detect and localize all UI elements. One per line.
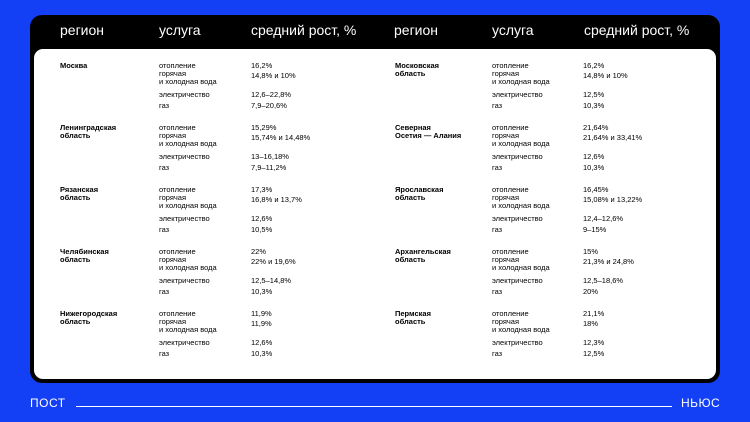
growth-value: 16,2%: [583, 61, 605, 70]
growth-value: 11,9%: [251, 319, 272, 328]
service-label-line: горячая: [159, 193, 187, 202]
growth-value: 12,6%: [583, 152, 605, 161]
service-label-line: и холодная вода: [159, 263, 217, 272]
region-name-line: Пермская: [395, 309, 431, 318]
growth-value: 12,6–22,8%: [251, 90, 292, 99]
service-label: [492, 194, 550, 210]
service-label-line: отопление: [492, 309, 529, 318]
service-label-line: и холодная вода: [159, 139, 217, 148]
service-label-line: газ: [492, 163, 503, 172]
header-region-left: регион: [60, 22, 105, 38]
growth-value: 21,3% и 24,8%: [583, 257, 634, 266]
growth-value: 10,3%: [251, 287, 273, 296]
growth-value: 10,5%: [251, 225, 273, 234]
region-name-line: Ярославская: [395, 185, 444, 194]
service-label: [492, 350, 502, 358]
region-name: [395, 248, 451, 264]
service-label: [159, 215, 210, 223]
growth-value: 22%: [251, 247, 267, 256]
growth-value: 15,74% и 14,48%: [251, 133, 311, 142]
growth-value: 16,45%: [583, 185, 609, 194]
service-label-line: отопление: [159, 309, 196, 318]
region-name: [60, 62, 87, 70]
service-label-line: отопление: [492, 247, 529, 256]
service-label-line: электричество: [492, 338, 543, 347]
service-label-line: отопление: [159, 123, 196, 132]
growth-value: 21,64%: [583, 123, 609, 132]
header-service-right: услуга: [492, 22, 534, 38]
growth-value: 13–16,18%: [251, 152, 289, 161]
service-label-line: горячая: [492, 69, 520, 78]
service-label-line: газ: [159, 287, 170, 296]
service-label-line: электричество: [492, 214, 543, 223]
region-name-line: область: [395, 69, 426, 78]
region-name-line: область: [60, 317, 91, 326]
service-label: [492, 215, 543, 223]
region-name: [60, 310, 117, 326]
service-label-line: электричество: [492, 90, 543, 99]
service-label: [492, 277, 543, 285]
growth-value: 10,3%: [583, 163, 605, 172]
service-label-line: газ: [159, 225, 170, 234]
region-name-line: область: [60, 193, 91, 202]
service-label-line: и холодная вода: [492, 263, 550, 272]
growth-value: 12,5–18,6%: [583, 276, 624, 285]
region-name: [60, 124, 116, 140]
growth-value: 12,4–12,6%: [583, 214, 624, 223]
growth-value: 20%: [583, 287, 599, 296]
service-label: [159, 132, 217, 148]
service-label-line: электричество: [492, 152, 543, 161]
growth-value: 15,29%: [251, 123, 277, 132]
service-label-line: и холодная вода: [492, 77, 550, 86]
growth-value: 17,3%: [251, 185, 273, 194]
service-label: [159, 102, 169, 110]
region-name-line: Челябинская: [60, 247, 109, 256]
header-growth-right: средний рост, %: [584, 22, 690, 38]
service-label-line: горячая: [159, 255, 187, 264]
service-label: [159, 350, 169, 358]
service-label: [159, 91, 210, 99]
service-label-line: и холодная вода: [492, 201, 550, 210]
region-name-line: Нижегородская: [60, 309, 118, 318]
growth-value: 18%: [583, 319, 599, 328]
region-name-line: область: [395, 255, 426, 264]
region-name-line: Осетия — Алания: [395, 131, 462, 140]
service-label-line: электричество: [492, 276, 543, 285]
footer-divider: [76, 406, 672, 407]
header-growth-left: средний рост, %: [251, 22, 357, 38]
service-label-line: газ: [492, 101, 503, 110]
service-label-line: отопление: [492, 123, 529, 132]
growth-value: 21,1%: [583, 309, 605, 318]
service-label: [159, 70, 217, 86]
region-name-line: Рязанская: [60, 185, 99, 194]
service-label-line: отопление: [159, 247, 196, 256]
service-label: [159, 226, 169, 234]
region-name: [395, 310, 431, 326]
service-label-line: электричество: [159, 338, 210, 347]
service-label: [492, 318, 550, 334]
service-label: [492, 70, 550, 86]
service-label: [159, 256, 217, 272]
growth-value: 22% и 19,6%: [251, 257, 296, 266]
service-label-line: и холодная вода: [159, 325, 217, 334]
service-label-line: горячая: [159, 317, 187, 326]
growth-value: 12,5%: [583, 349, 605, 358]
service-label-line: газ: [159, 349, 170, 358]
growth-value: 15,08% и 13,22%: [583, 195, 643, 204]
service-label: [492, 288, 502, 296]
service-label: [159, 194, 217, 210]
service-label-line: газ: [159, 163, 170, 172]
growth-value: 16,8% и 13,7%: [251, 195, 302, 204]
service-label-line: горячая: [159, 131, 187, 140]
region-name-line: Северная: [395, 123, 431, 132]
region-name: [60, 248, 109, 264]
growth-value: 16,2%: [251, 61, 273, 70]
service-label-line: и холодная вода: [492, 325, 550, 334]
region-name-line: область: [60, 131, 91, 140]
service-label: [159, 339, 210, 347]
service-label: [492, 256, 550, 272]
growth-value: 7,9–20,6%: [251, 101, 287, 110]
growth-value: 10,3%: [583, 101, 605, 110]
service-label-line: электричество: [159, 90, 210, 99]
region-name: [60, 186, 98, 202]
service-label-line: электричество: [159, 276, 210, 285]
header-region-right: регион: [394, 22, 439, 38]
region-name: [395, 186, 443, 202]
service-label: [159, 164, 169, 172]
service-label: [492, 132, 550, 148]
service-label-line: отопление: [159, 61, 196, 70]
region-name-line: область: [60, 255, 91, 264]
growth-value: 10,3%: [251, 349, 273, 358]
growth-value: 12,5%: [583, 90, 605, 99]
service-label-line: горячая: [492, 193, 520, 202]
growth-value: 15%: [583, 247, 599, 256]
service-label-line: электричество: [159, 152, 210, 161]
service-label-line: газ: [492, 287, 503, 296]
service-label-line: и холодная вода: [159, 201, 217, 210]
service-label-line: отопление: [492, 61, 529, 70]
region-name-line: область: [395, 193, 426, 202]
growth-value: 12,5–14,8%: [251, 276, 292, 285]
header-service-left: услуга: [159, 22, 201, 38]
growth-value: 12,6%: [251, 214, 273, 223]
growth-value: 7,9–11,2%: [251, 163, 287, 172]
service-label-line: горячая: [159, 69, 187, 78]
service-label-line: газ: [492, 349, 503, 358]
region-name-line: Москва: [60, 61, 88, 70]
growth-value: 21,64% и 33,41%: [583, 133, 643, 142]
growth-value: 9–15%: [583, 225, 607, 234]
service-label-line: газ: [492, 225, 503, 234]
service-label: [492, 102, 502, 110]
service-label-line: газ: [159, 101, 170, 110]
service-label: [159, 318, 217, 334]
service-label-line: горячая: [492, 131, 520, 140]
service-label: [492, 226, 502, 234]
service-label-line: и холодная вода: [492, 139, 550, 148]
brand-left: ПОСТ: [30, 396, 66, 410]
service-label: [492, 164, 502, 172]
service-label: [492, 91, 543, 99]
service-label-line: отопление: [159, 185, 196, 194]
service-label-line: отопление: [492, 185, 529, 194]
region-name-line: область: [395, 317, 426, 326]
region-name-line: Московская: [395, 61, 440, 70]
service-label-line: горячая: [492, 255, 520, 264]
growth-value: 14,8% и 10%: [251, 71, 296, 80]
growth-value: 12,3%: [583, 338, 605, 347]
brand-right: НЬЮС: [681, 396, 721, 410]
service-label: [492, 339, 543, 347]
region-name-line: Архангельская: [395, 247, 451, 256]
service-label-line: электричество: [159, 214, 210, 223]
service-label: [159, 277, 210, 285]
service-label: [492, 153, 543, 161]
region-name: [395, 62, 439, 78]
region-name-line: Ленинградская: [60, 123, 117, 132]
growth-value: 11,9%: [251, 309, 272, 318]
growth-value: 14,8% и 10%: [583, 71, 628, 80]
service-label: [159, 153, 210, 161]
service-label-line: горячая: [492, 317, 520, 326]
service-label: [159, 288, 169, 296]
region-name: [395, 124, 461, 140]
growth-value: 12,6%: [251, 338, 273, 347]
service-label-line: и холодная вода: [159, 77, 217, 86]
